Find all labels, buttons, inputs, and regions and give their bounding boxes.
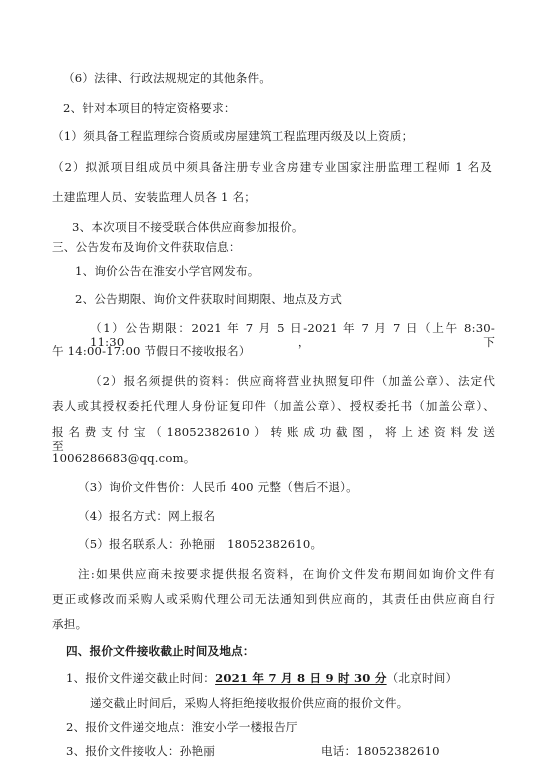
text-line: 递交截止时间后，采购人将拒绝接收报价供应商的报价文件。: [90, 696, 409, 710]
text-line: （1）须具备工程监理综合资质或房屋建筑工程监理丙级及以上资质；: [52, 129, 414, 143]
deadline-line: [66, 671, 457, 685]
section-heading: 四、报价文件接收截止时间及地点：: [66, 644, 255, 658]
text-line: 注:如果供应商未按要求提供报名资料，在询价文件发布期间如询价文件有: [78, 567, 495, 581]
deadline-timezone: （北京时间）: [386, 671, 458, 685]
receiver-phone: 电话：18052382610: [321, 744, 440, 758]
text-line: 3、本次项目不接受联合体供应商参加报价。: [72, 220, 304, 234]
text-line: 表人或其授权委托代理人身份证复印件（加盖公章）、授权委托书（加盖公章）、: [52, 399, 495, 413]
text-line: （5）报名联系人：孙艳丽 18052382610。: [78, 537, 323, 551]
deadline-label: 1、报价文件递交截止时间：: [66, 671, 216, 685]
text-line: 1、询价公告在淮安小学官网发布。: [75, 264, 260, 278]
text-line: （2）报名须提供的资料：供应商将营业执照复印件（加盖公章）、法定代: [90, 374, 495, 388]
text-line: 1006286683@qq.com。: [52, 451, 196, 465]
section-heading: 三、公告发布及询价文件获取信息：: [52, 240, 241, 254]
text-line: 午 14:00-17:00 节假日不接收报名）: [52, 344, 251, 358]
text-line: 土建监理人员、安装监理人员各 1 名；: [52, 190, 257, 204]
text-line: 更正或修改而采购人或采购代理公司无法通知到供应商的，其责任由供应商自行: [52, 592, 495, 606]
text-line: 2、公告期限、询价文件获取时间期限、地点及方式: [75, 292, 343, 306]
text-line: 报 名 费 支 付 宝 （ 18052382610 ） 转 账 成 功 截 图 ， 将 上 述 资 料 发 送 至: [52, 425, 495, 453]
text-line: （6）法律、行政法规规定的其他条件。: [63, 71, 272, 85]
receiver-line: 3、报价文件接收人：孙艳丽: [66, 744, 216, 758]
deadline-datetime: 2021 年 7 月 8 日 9 时 30 分: [215, 671, 387, 685]
text-line: 2、针对本项目的特定资格要求：: [63, 101, 236, 115]
text-line: （3）询价文件售价：人民币 400 元整（售后不退）。: [78, 480, 358, 494]
text-line: 承担。: [52, 617, 88, 631]
text-line: （4）报名方式：网上报名: [78, 509, 216, 523]
text-line: （2）拟派项目组成员中须具备注册专业含房建专业国家注册监理工程师 1 名及: [52, 160, 492, 174]
text-line: 2、报价文件递交地点：淮安小学一楼报告厅: [66, 720, 298, 734]
text-line: （1）公告期限：2021 年 7 月 5 日-2021 年 7 月 7 日（上午 8:30-11:30，下: [90, 321, 495, 349]
